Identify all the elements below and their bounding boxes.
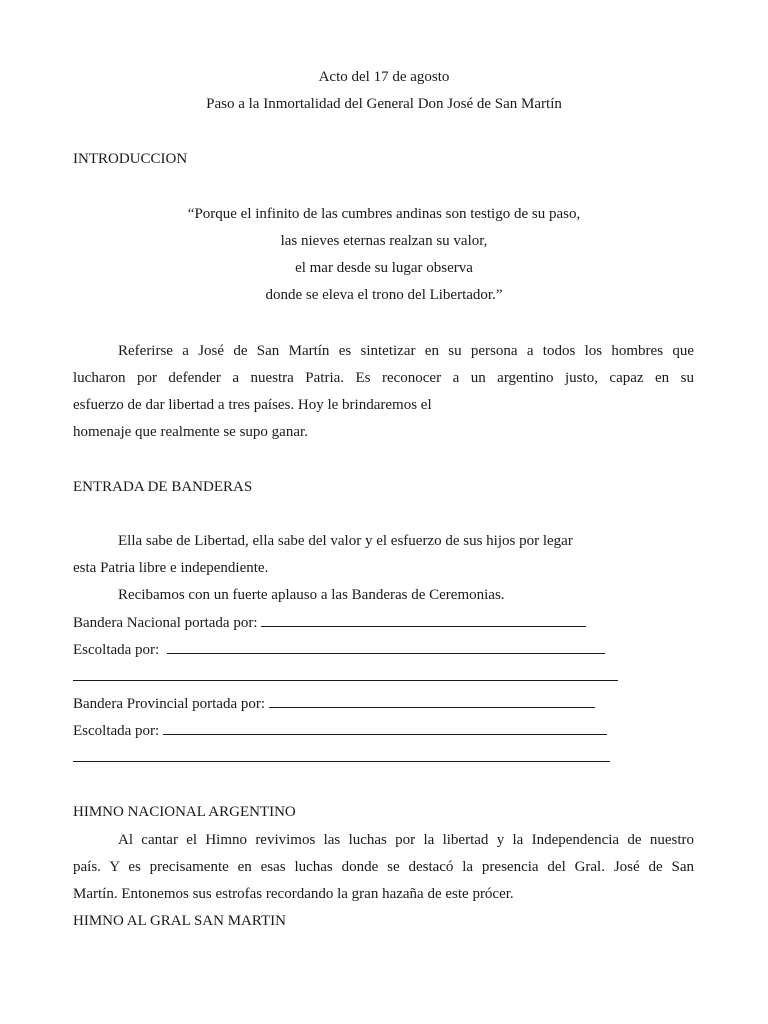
- anthem-paragraph-line: Martín. Entonemos sus estrofas recordando la gran hazaña de este prócer.: [73, 886, 514, 902]
- national-flag-label: Bandera Nacional portada por:: [73, 615, 258, 631]
- poem-line: el mar desde su lugar observa: [295, 260, 473, 276]
- intro-paragraph-line: Referirse a José de San Martín es sintetizar en su persona a todos los hombres que: [118, 343, 694, 359]
- anthem-heading: HIMNO NACIONAL ARGENTINO: [73, 804, 296, 820]
- provincial-flag-label: Bandera Provincial portada por:: [73, 696, 266, 712]
- escort-continuation-blank[interactable]: [73, 667, 618, 681]
- intro-paragraph-line: lucharon por defender a nuestra Patria. Es reconocer a un argentino justo, capaz en su: [73, 370, 694, 386]
- provincial-flag-row: [73, 694, 595, 713]
- escort-label-2: Escoltada por:: [73, 723, 160, 739]
- flags-paragraph-line: esta Patria libre e independiente.: [73, 560, 269, 576]
- national-flag-bearer-blank[interactable]: [261, 613, 586, 627]
- intro-paragraph-line: homenaje que realmente se supo ganar.: [73, 424, 308, 440]
- escort-continuation-blank-2[interactable]: [73, 748, 610, 762]
- escort-row-2: [73, 721, 607, 740]
- poem-line: las nieves eternas realzan su valor,: [280, 233, 488, 249]
- provincial-flag-bearer-blank[interactable]: [269, 694, 595, 708]
- escort-blank-2[interactable]: [163, 721, 607, 735]
- escort-blank[interactable]: [167, 640, 605, 654]
- escort-label: Escoltada por:: [73, 642, 160, 658]
- escort-continuation-row: [73, 667, 618, 686]
- document-subtitle: Paso a la Inmortalidad del General Don José de San Martín: [206, 96, 562, 112]
- poem-line: donde se eleva el trono del Libertador.”: [265, 287, 503, 303]
- intro-paragraph-line: esfuerzo de dar libertad a tres países. Hoy le brindaremos el: [73, 397, 432, 413]
- flags-paragraph-line: Recibamos con un fuerte aplauso a las Banderas de Ceremonias.: [118, 587, 505, 603]
- anthem-paragraph-line: Al cantar el Himno revivimos las luchas por la libertad y la Independencia de nuestro: [118, 832, 694, 848]
- poem-line: “Porque el infinito de las cumbres andinas son testigo de su paso,: [187, 206, 581, 222]
- intro-heading: INTRODUCCION: [73, 151, 188, 167]
- escort-row: [73, 640, 605, 659]
- escort-continuation-row-2: [73, 748, 610, 767]
- hymn-heading: HIMNO AL GRAL SAN MARTIN: [73, 913, 286, 929]
- document-title: Acto del 17 de agosto: [318, 69, 450, 85]
- anthem-paragraph-line: país. Y es precisamente en esas luchas donde se destacó la presencia del Gral. José de San: [73, 859, 694, 875]
- flags-paragraph-line: Ella sabe de Libertad, ella sabe del valor y el esfuerzo de sus hijos por legar: [118, 533, 573, 549]
- national-flag-row: [73, 613, 586, 632]
- flags-heading: ENTRADA DE BANDERAS: [73, 479, 253, 495]
